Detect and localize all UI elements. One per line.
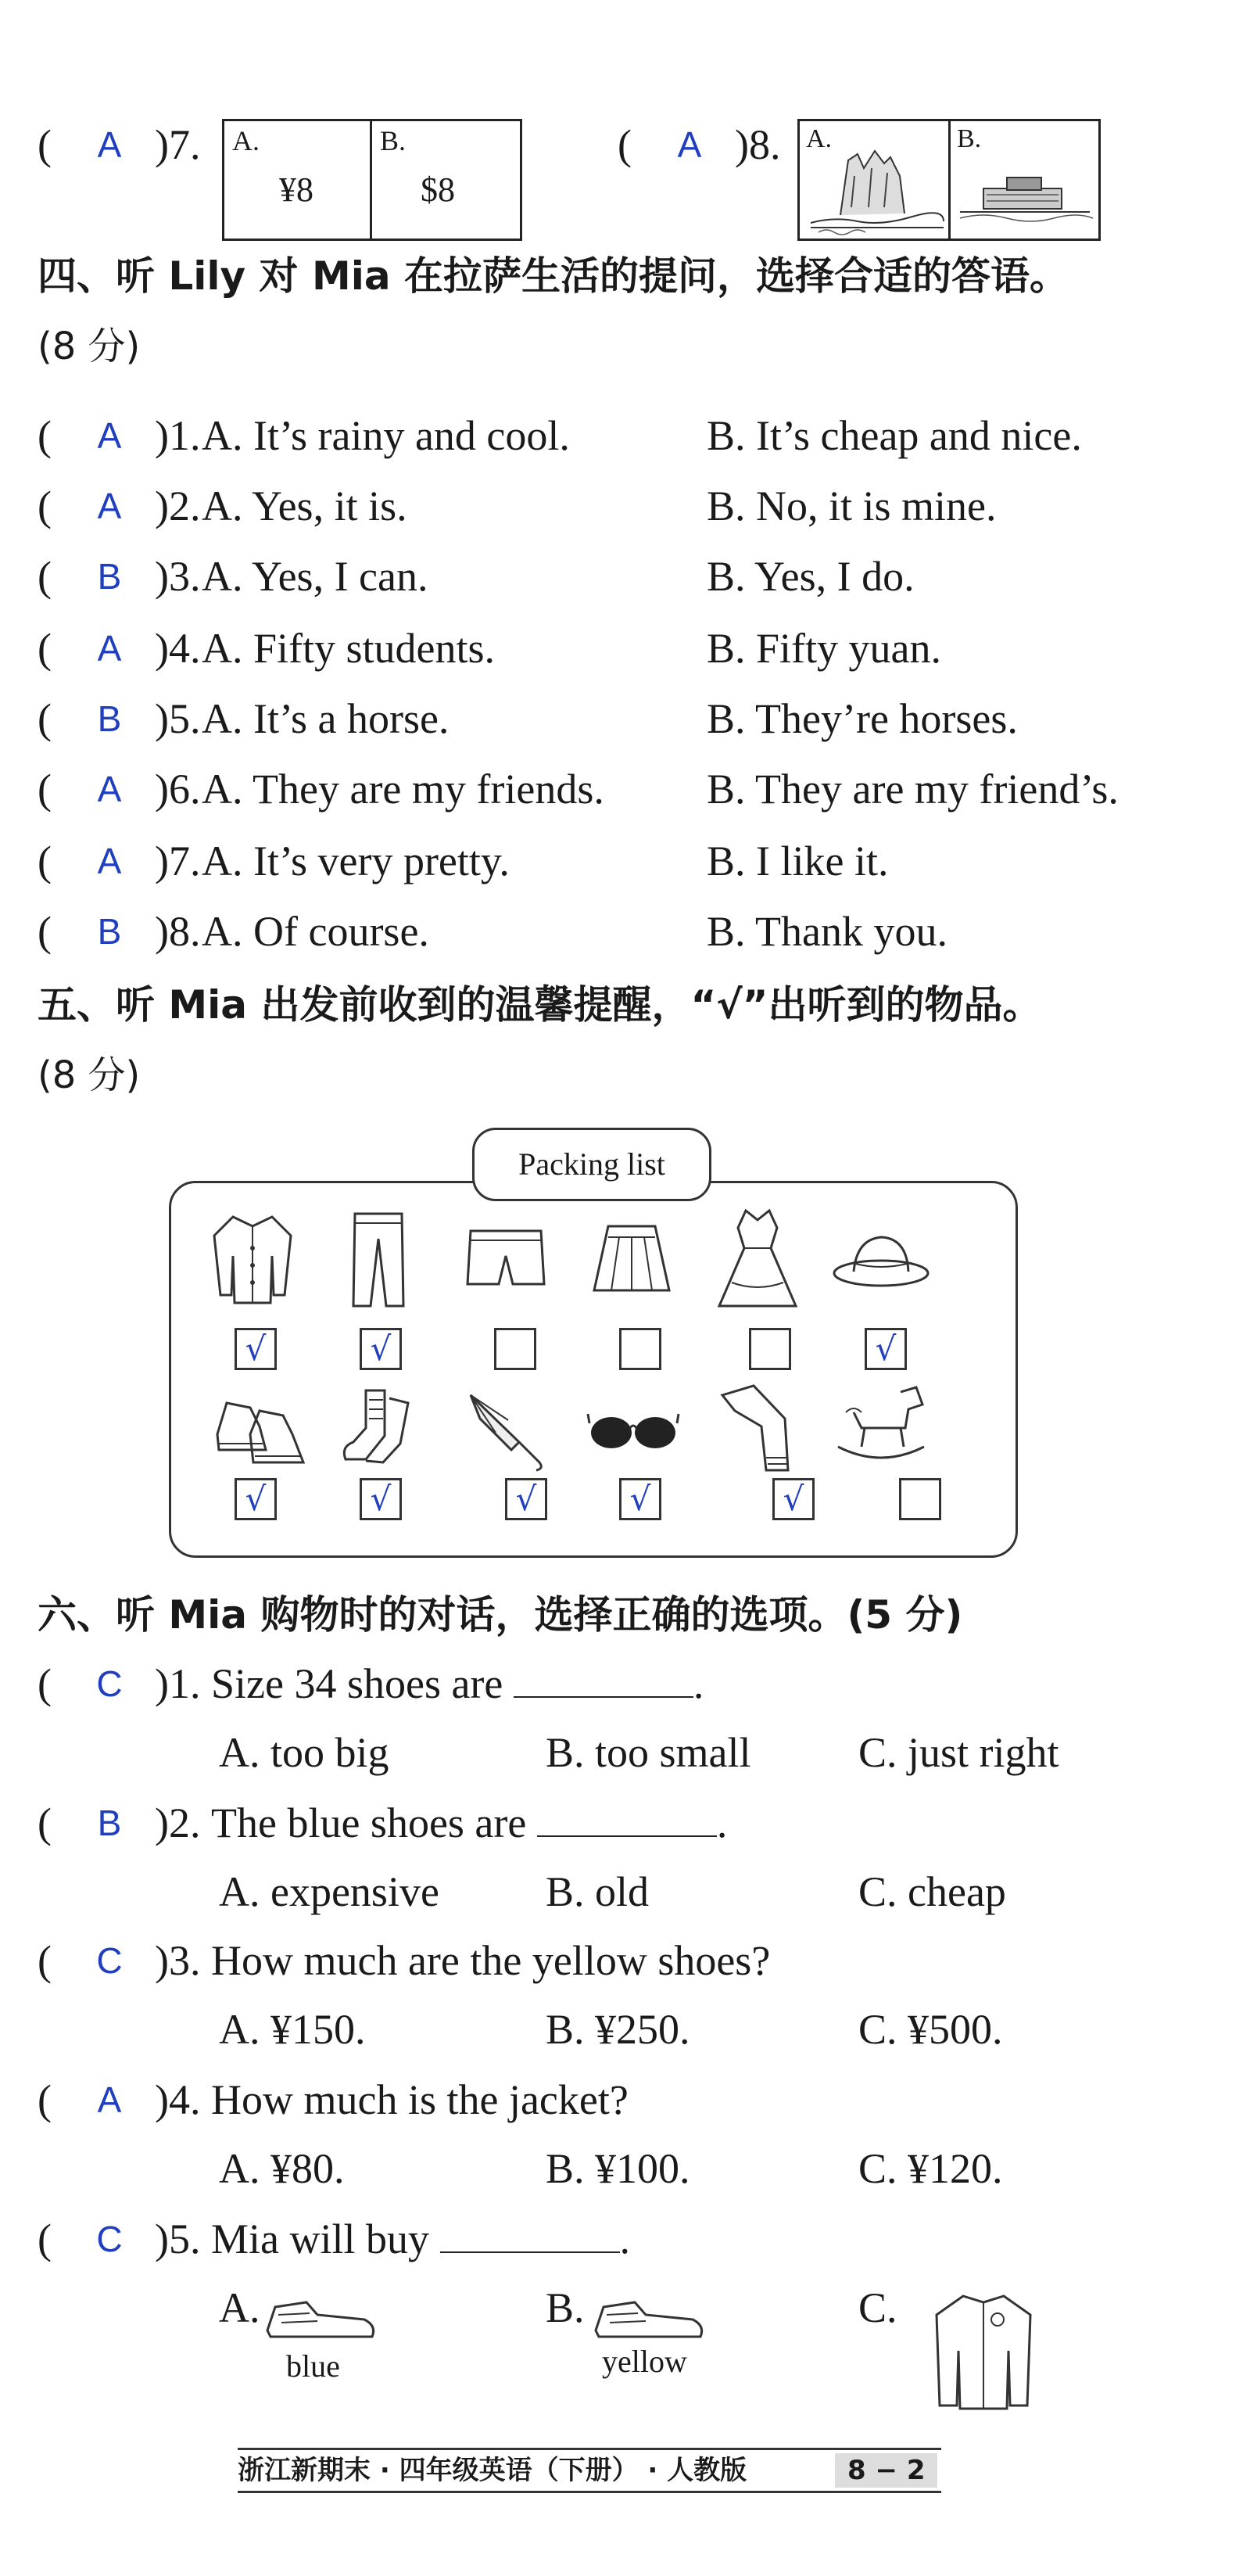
option-b: B. It’s cheap and nice. xyxy=(707,412,1082,459)
question-number: )5. xyxy=(155,2215,201,2262)
answer-mark: B xyxy=(97,1803,122,1843)
paren-open: ( xyxy=(618,121,632,168)
option-choice[interactable]: A. ¥80. xyxy=(219,2145,345,2192)
option-label: B. xyxy=(380,125,407,156)
shoe-caption: blue xyxy=(286,2348,340,2384)
option-choice[interactable]: A. too big xyxy=(219,1729,389,1776)
paren-open: ( xyxy=(38,766,52,813)
palace-building-icon xyxy=(952,137,1096,231)
option-a: A. Yes, I can. xyxy=(202,553,428,600)
option-a: A. Of course. xyxy=(202,908,429,955)
question-number: )3. xyxy=(155,553,201,600)
question-text: How much is the jacket? xyxy=(211,2076,629,2123)
question-text: Mia will buy . xyxy=(211,2215,630,2262)
option-choice[interactable]: B. ¥100. xyxy=(546,2145,690,2192)
option-choice[interactable]: B. old xyxy=(546,1868,650,1915)
answer-mark: A xyxy=(97,124,122,165)
checkbox[interactable]: √ xyxy=(865,1328,907,1370)
question-text: How much are the yellow shoes? xyxy=(211,1937,771,1984)
shirt-icon xyxy=(210,1209,296,1311)
option-choice[interactable]: C. xyxy=(858,2284,897,2331)
paren-open: ( xyxy=(38,2215,52,2262)
price-text: ¥8 xyxy=(279,170,313,209)
option-a: A. Fifty students. xyxy=(202,625,496,672)
checkbox[interactable] xyxy=(899,1478,941,1520)
option-b: B. They are my friend’s. xyxy=(707,766,1119,813)
answer-mark: A xyxy=(97,841,122,881)
option-b: B. Fifty yuan. xyxy=(707,625,942,672)
answer-mark: B xyxy=(97,911,122,952)
checkbox[interactable] xyxy=(749,1328,791,1370)
yellow-shoe-icon xyxy=(591,2291,708,2346)
pants-icon xyxy=(347,1207,410,1312)
checkbox[interactable]: √ xyxy=(619,1478,661,1520)
answer-mark: C xyxy=(96,2219,123,2259)
question-number: )3. xyxy=(155,1937,201,1984)
checkbox[interactable] xyxy=(619,1328,661,1370)
question-number: )5. xyxy=(155,695,201,742)
option-a: A. It’s very pretty. xyxy=(202,838,510,884)
answer-mark: C xyxy=(96,1663,123,1704)
checkbox[interactable]: √ xyxy=(360,1478,402,1520)
picture-option-box xyxy=(797,119,1101,241)
paren-open: ( xyxy=(38,838,52,884)
checkbox[interactable]: √ xyxy=(360,1328,402,1370)
paren-open: ( xyxy=(38,1799,52,1846)
answer-mark: B xyxy=(97,556,122,597)
option-a: A. It’s rainy and cool. xyxy=(202,412,570,459)
question-number: )8. xyxy=(735,121,781,168)
option-b: B. Yes, I do. xyxy=(707,553,915,600)
option-b: B. No, it is mine. xyxy=(707,483,997,529)
question-number: )1. xyxy=(155,412,201,459)
question-number: )8. xyxy=(155,908,201,955)
question-number: )7. xyxy=(155,838,201,884)
option-label: A. xyxy=(232,125,260,156)
packing-list-title: Packing list xyxy=(472,1128,711,1201)
question-number: )6. xyxy=(155,766,201,813)
question-number: )2. xyxy=(155,1799,201,1846)
section-4-title: 四、听 Lily 对 Mia 在拉萨生活的提问，选择合适的答语。 xyxy=(38,253,1069,299)
paren-open: ( xyxy=(38,625,52,672)
option-choice[interactable]: A. ¥150. xyxy=(219,2006,366,2053)
checkbox[interactable]: √ xyxy=(235,1328,277,1370)
option-a: A. Yes, it is. xyxy=(202,483,407,529)
option-label: B. xyxy=(957,124,982,153)
paren-open: ( xyxy=(38,553,52,600)
answer-mark: B xyxy=(97,698,122,739)
checkbox[interactable] xyxy=(494,1328,536,1370)
socks-icon xyxy=(335,1384,421,1470)
checkbox[interactable]: √ xyxy=(505,1478,547,1520)
answer-blank[interactable] xyxy=(537,1798,717,1837)
answer-blank[interactable] xyxy=(514,1659,693,1698)
checkbox[interactable]: √ xyxy=(772,1478,815,1520)
paren-open: ( xyxy=(38,121,52,168)
paren-open: ( xyxy=(38,908,52,955)
hat-icon xyxy=(830,1229,932,1292)
sunglasses-icon xyxy=(585,1405,682,1455)
question-number: )4. xyxy=(155,625,201,672)
option-choice[interactable]: C. just right xyxy=(858,1729,1059,1776)
dress-icon xyxy=(715,1204,801,1314)
option-choice[interactable]: B. xyxy=(546,2284,585,2331)
blue-shoe-icon xyxy=(263,2291,380,2346)
paren-open: ( xyxy=(38,1937,52,1984)
checkbox[interactable]: √ xyxy=(235,1478,277,1520)
rocking-horse-icon xyxy=(830,1381,932,1472)
question-text: The blue shoes are . xyxy=(211,1799,728,1846)
option-b: B. They’re horses. xyxy=(707,695,1018,742)
option-b: B. I like it. xyxy=(707,838,889,884)
mountain-landscape-icon xyxy=(803,129,945,235)
price-option-box xyxy=(222,119,522,241)
umbrella-icon xyxy=(464,1387,550,1473)
paren-open: ( xyxy=(38,412,52,459)
option-choice[interactable]: A. xyxy=(219,2284,260,2331)
option-choice[interactable]: B. ¥250. xyxy=(546,2006,690,2053)
answer-mark: A xyxy=(677,124,702,165)
option-choice[interactable]: C. ¥120. xyxy=(858,2145,1003,2192)
option-choice[interactable]: C. cheap xyxy=(858,1868,1006,1915)
question-number: )4. xyxy=(155,2076,201,2123)
answer-mark: A xyxy=(97,2079,122,2120)
option-choice[interactable]: C. ¥500. xyxy=(858,2006,1003,2053)
section-5-title: 五、听 Mia 出发前收到的温馨提醒，“√”出听到的物品。 xyxy=(38,982,1042,1028)
question-number: )7. xyxy=(155,121,201,168)
section-6-title: 六、听 Mia 购物时的对话，选择正确的选项。(5 分) xyxy=(38,1592,963,1638)
page-number: 8 − 2 xyxy=(835,2453,937,2488)
question-text: Size 34 shoes are . xyxy=(211,1660,704,1707)
paren-open: ( xyxy=(38,695,52,742)
skirt-icon xyxy=(591,1220,672,1298)
option-label: A. xyxy=(806,124,833,153)
answer-mark: A xyxy=(97,415,122,456)
shorts-icon xyxy=(463,1225,549,1290)
option-choice[interactable]: B. too small xyxy=(546,1729,751,1776)
price-text: $8 xyxy=(421,170,455,209)
answer-mark: A xyxy=(97,628,122,669)
option-choice[interactable]: A. expensive xyxy=(219,1868,439,1915)
footer-text: 浙江新期末 · 四年级英语（下册） · 人教版 xyxy=(238,2455,747,2486)
option-a: A. It’s a horse. xyxy=(202,695,450,742)
paren-open: ( xyxy=(38,483,52,529)
scarf-icon xyxy=(707,1379,801,1476)
answer-mark: A xyxy=(97,486,122,526)
section-5-score: (8 分) xyxy=(38,1053,141,1097)
answer-mark: A xyxy=(97,769,122,809)
shoe-caption: yellow xyxy=(602,2344,687,2379)
question-number: )2. xyxy=(155,483,201,529)
paren-open: ( xyxy=(38,1660,52,1707)
answer-mark: C xyxy=(96,1940,123,1981)
option-a: A. They are my friends. xyxy=(202,766,604,813)
sneakers-icon xyxy=(211,1387,308,1472)
option-b: B. Thank you. xyxy=(707,908,947,955)
section-4-score: (8 分) xyxy=(38,325,141,368)
page-footer xyxy=(238,2448,941,2493)
paren-open: ( xyxy=(38,2076,52,2123)
question-number: )1. xyxy=(155,1660,201,1707)
jacket-icon xyxy=(929,2288,1038,2413)
answer-blank[interactable] xyxy=(440,2214,620,2253)
